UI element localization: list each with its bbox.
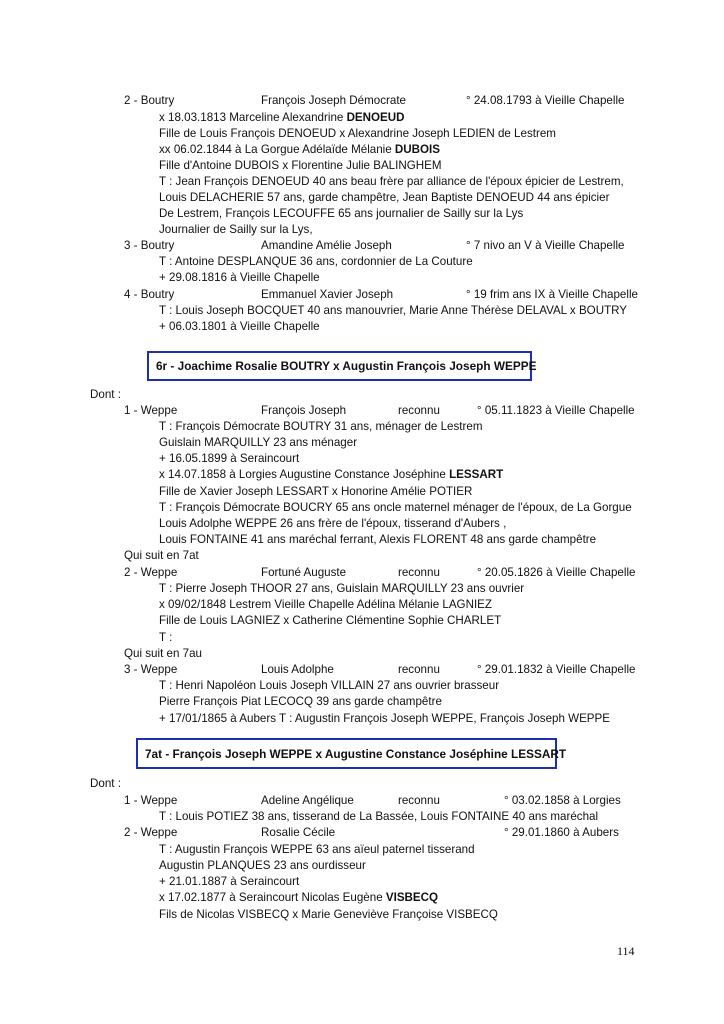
child-number: 3 - Boutry [124, 239, 175, 252]
parents-line: Fille d'Antoine DUBOIS x Florentine Julie BALINGHEM [159, 159, 442, 172]
witness-line: Guislain MARQUILLY 23 ans ménager [159, 436, 358, 449]
child-number: 1 - Weppe [124, 794, 178, 807]
child-name: Amandine Amélie Joseph [261, 239, 392, 252]
marriage-line: x 18.03.1813 Marceline Alexandrine DENOEUD [159, 111, 405, 124]
death-line: + 16.05.1899 à Seraincourt [159, 452, 300, 465]
child-birth: ° 19 frim ans IX à Vieille Chapelle [466, 288, 638, 301]
child-name: Rosalie Cécile [261, 826, 336, 839]
witness-line: T : Henri Napoléon Louis Joseph VILLAIN 27 ans ouvrier brasseur [159, 679, 500, 692]
child-number: 2 - Weppe [124, 566, 178, 579]
marriage-line: xx 06.02.1844 à La Gorgue Adélaïde Mélanie DUBOIS [159, 143, 441, 156]
child-birth: ° 05.11.1823 à Vieille Chapelle [477, 404, 635, 417]
child-birth: ° 03.02.1858 à Lorgies [504, 794, 621, 807]
dont-label: Dont : [90, 388, 121, 401]
witness-line: Pierre François Piat LECOCQ 39 ans garde champêtre [159, 695, 442, 708]
parents-line: Fille de Xavier Joseph LESSART x Honorine Amélie POTIER [159, 485, 473, 498]
marriage-line: x 17.02.1877 à Seraincourt Nicolas Eugène VISBECQ [159, 891, 439, 904]
witness-line: T : Pierre Joseph THOOR 27 ans, Guislain MARQUILLY 23 ans ouvrier [159, 582, 525, 595]
dont-label: Dont : [90, 777, 121, 790]
follow-reference: Qui suit en 7au [124, 647, 202, 660]
child-birth: ° 24.08.1793 à Vieille Chapelle [466, 94, 625, 107]
child-name: François Joseph [261, 404, 347, 417]
death-line: + 17/01/1865 à Aubers T : Augustin François Joseph WEPPE, François Joseph WEPPE [159, 712, 611, 725]
death-line: + 06.03.1801 à Vieille Chapelle [159, 320, 320, 333]
child-birth: ° 7 nivo an V à Vieille Chapelle [466, 239, 625, 252]
child-number: 2 - Boutry [124, 94, 175, 107]
witness-line: T : Louis Joseph BOCQUET 40 ans manouvrier, Marie Anne Thérèse DELAVAL x BOUTRY [159, 304, 628, 317]
witness-line: T : Jean François DENOEUD 40 ans beau frère par alliance de l'époux épicier de Lestrem, [159, 175, 624, 188]
death-line: + 29.08.1816 à Vieille Chapelle [159, 271, 320, 284]
death-line: + 21.01.1887 à Seraincourt [159, 875, 300, 888]
child-birth: ° 29.01.1832 à Vieille Chapelle [477, 663, 636, 676]
parents-line: Fils de Nicolas VISBECQ x Marie Geneviève Françoise VISBECQ [159, 908, 498, 921]
parents-line: Fille de Louis François DENOEUD x Alexandrine Joseph LEDIEN de Lestrem [159, 127, 556, 140]
child-name: François Joseph Démocrate [261, 94, 406, 107]
witness-line: De Lestrem, François LECOUFFE 65 ans journalier de Sailly sur la Lys [159, 207, 524, 220]
witness-line: Louis FONTAINE 41 ans maréchal ferrant, Alexis FLORENT 48 ans garde champêtre [159, 533, 597, 546]
child-name: Adeline Angélique [261, 794, 354, 807]
witness-line: T : Louis POTIEZ 38 ans, tisserand de La Bassée, Louis FONTAINE 40 ans maréchal [159, 810, 599, 823]
child-number: 4 - Boutry [124, 288, 175, 301]
child-birth: ° 29.01.1860 à Aubers [504, 826, 619, 839]
parents-line: Fille de Louis LAGNIEZ x Catherine Clémentine Sophie CHARLET [159, 614, 502, 627]
child-name: Louis Adolphe [261, 663, 334, 676]
witness-line: Journalier de Sailly sur la Lys, [159, 223, 313, 236]
child-name: Fortuné Auguste [261, 566, 347, 579]
child-status: reconnu [398, 794, 440, 807]
witness-line: T : [159, 631, 173, 644]
child-number: 2 - Weppe [124, 826, 178, 839]
marriage-line: x 09/02/1848 Lestrem Vieille Chapelle Adélina Mélanie LAGNIEZ [159, 598, 492, 611]
marriage-line: x 14.07.1858 à Lorgies Augustine Constance Joséphine LESSART [159, 468, 504, 481]
child-status: reconnu [398, 663, 440, 676]
witness-line: Louis Adolphe WEPPE 26 ans frère de l'époux, tisserand d'Aubers , [159, 517, 507, 530]
section-heading-7at: 7at - François Joseph WEPPE x Augustine Constance Joséphine LESSART [136, 738, 557, 769]
section-heading-6r: 6r - Joachime Rosalie BOUTRY x Augustin François Joseph WEPPE [147, 351, 532, 381]
child-status: reconnu [398, 404, 440, 417]
child-name: Emmanuel Xavier Joseph [261, 288, 394, 301]
witness-line: T : François Démocrate BOUCRY 65 ans oncle maternel ménager de l'époux, de La Gorgue [159, 501, 632, 514]
witness-line: T : Augustin François WEPPE 63 ans aïeul paternel tisserand [159, 843, 475, 856]
page-number: 114 [617, 944, 635, 958]
follow-reference: Qui suit en 7at [124, 549, 199, 562]
witness-line: Louis DELACHERIE 57 ans, garde champêtre, Jean Baptiste DENOEUD 44 ans épicier [159, 191, 610, 204]
child-status: reconnu [398, 566, 440, 579]
witness-line: T : François Démocrate BOUTRY 31 ans, ménager de Lestrem [159, 420, 483, 433]
witness-line: Augustin PLANQUES 23 ans ourdisseur [159, 859, 366, 872]
child-birth: ° 20.05.1826 à Vieille Chapelle [477, 566, 636, 579]
child-number: 1 - Weppe [124, 404, 178, 417]
child-number: 3 - Weppe [124, 663, 178, 676]
witness-line: T : Antoine DESPLANQUE 36 ans, cordonnier de La Couture [159, 255, 473, 268]
